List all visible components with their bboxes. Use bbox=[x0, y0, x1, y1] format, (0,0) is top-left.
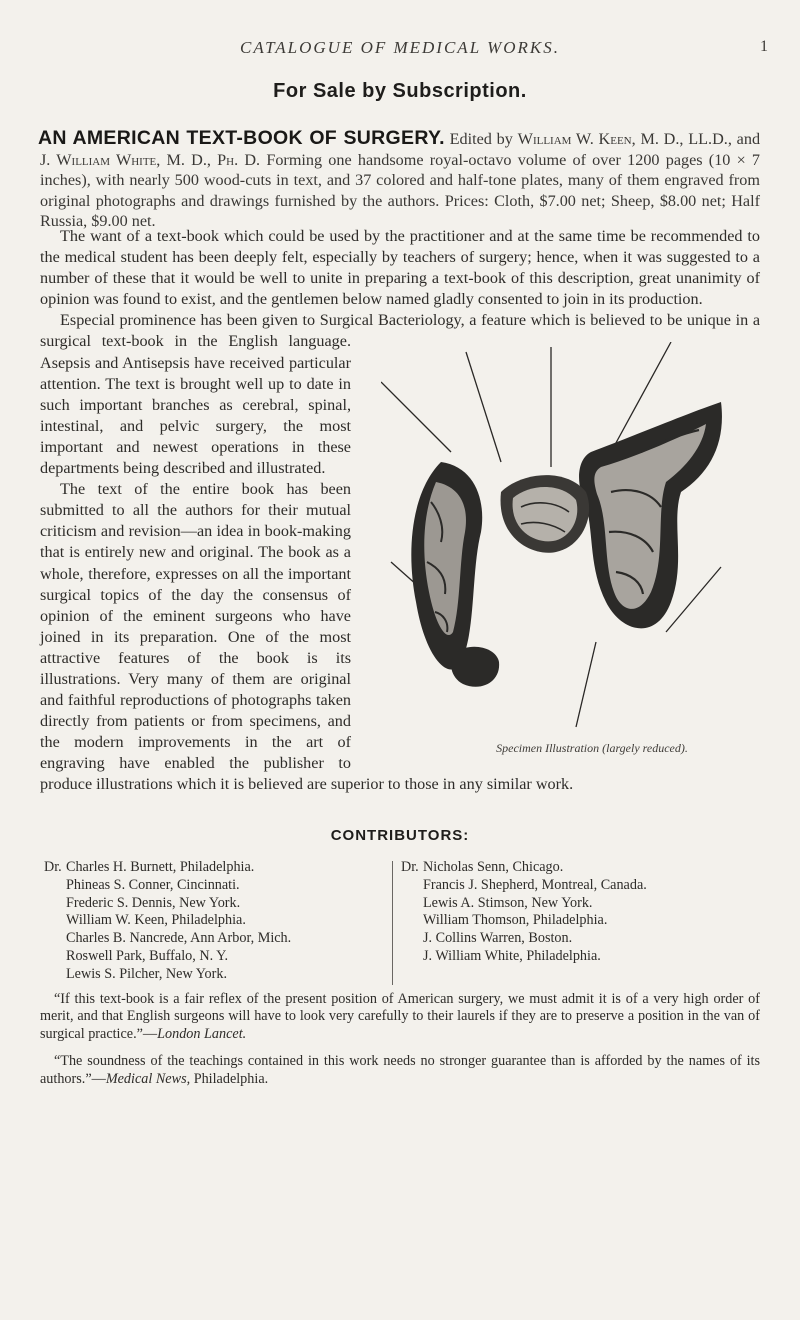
and-label: and bbox=[736, 130, 761, 148]
contributor-row: Roswell Park, Buffalo, N. Y. bbox=[66, 947, 229, 964]
press-quotes bbox=[40, 991, 760, 1098]
contributor-row: William W. Keen, Philadelphia. bbox=[66, 912, 246, 929]
description-para-3: The text of the entire book has been submitted to all the authors for their mutual criticism and revision—an idea in book-making that is entirely new and original. The book as a whole, therefore, expresses on all the important surgical topics of the day the consensus of opinion of the eminent surgeons who have joined in its preparation. One of the most attractive features of the book is its illustrations. Very many of them are original and faithful reproductions of photographs taken directly from patients or from specimens, and the modern improvements in the art of engraving have enabled the publisher to produce illustrations which it is believed are superior to those in any similar work. bbox=[40, 480, 574, 794]
editor-white: J. William White, M. D., Ph. D. bbox=[40, 150, 261, 169]
figure-caption bbox=[417, 738, 767, 759]
book-title: AN AMERICAN TEXT-BOOK OF SURGERY. bbox=[38, 127, 445, 149]
contributor-row bbox=[44, 859, 374, 877]
description-para-2: Especial prominence has been given to Surgical Bacteriology, a feature which is believed to be unique in a surgical text-book in the English language. Asepsis and Antisepsis have received particular attention. The text is brought well up to date in such important branches as cerebral, spinal, intestinal, and pelvic surgery, the most important and newest operations in these departments being described and illustrated. bbox=[40, 311, 760, 478]
contributor-name: Charles H. Burnett, Philadelphia. bbox=[66, 859, 255, 875]
contributor-row: Frederic S. Dennis, New York. bbox=[66, 894, 241, 911]
contributor-name: Nicholas Senn, Chicago. bbox=[423, 859, 564, 875]
contributors-heading: CONTRIBUTORS: bbox=[330, 827, 470, 844]
book-description bbox=[40, 226, 760, 796]
contributor-row: J. Collins Warren, Boston. bbox=[423, 930, 573, 947]
contributor-row: Lewis A. Stimson, New York. bbox=[423, 894, 593, 911]
dr-prefix: Dr. bbox=[44, 859, 62, 875]
book-entry bbox=[40, 128, 760, 232]
anatomy-figure-icon bbox=[381, 342, 751, 732]
contributors-right-column bbox=[401, 859, 771, 966]
caption-note: (largely reduced). bbox=[602, 741, 688, 756]
book-format: Forming one handsome royal-octavo volume of over 1200 pages (10 × 7 inches), with nearly 500 wood-cuts in text, and 37 colored and half-tone plates, many of them engraved from original photographs and drawings furnished by the authors. Prices: Cloth, $7.00 net; Sheep, $8.00 net; Half Russia, $9.00 net. bbox=[40, 150, 761, 230]
quote-source-city: Philadelphia. bbox=[190, 1070, 269, 1087]
quote-medical-news bbox=[40, 1053, 760, 1088]
contributors-left-column bbox=[44, 859, 374, 984]
edited-by-label: Edited by bbox=[449, 130, 513, 148]
contributor-row: Phineas S. Conner, Cincinnati. bbox=[66, 876, 240, 893]
contributor-row: Lewis S. Pilcher, New York. bbox=[66, 965, 228, 982]
quote-text: “The soundness of the teachings contained in this work needs no stronger guarantee than is afforded by the names of its authors.”— bbox=[40, 1053, 760, 1087]
contributor-row: William Thomson, Philadelphia. bbox=[423, 912, 608, 929]
quote-text: “If this text-book is a fair reflex of the present position of American surgery, we must admit it is of a very high order of merit, and that English surgeons will have to look very carefully to their laurels if they are to preserve a position in the van of surgical practice.”— bbox=[40, 991, 760, 1042]
contributor-row: Francis J. Shepherd, Montreal, Canada. bbox=[423, 876, 647, 893]
quote-source: London Lancet. bbox=[157, 1025, 247, 1042]
page-title: For Sale by Subscription. bbox=[273, 80, 527, 102]
description-para-1: The want of a text-book which could be used by the practitioner and at the same time be recommended to the medical student has been deeply felt, especially by teachers of surgery; hence, when it was suggested to a number of these that it would be well to unite in preparing a text-book of this description, great unanimity of opinion was found to exist, and the gentlemen below named gladly consented to join in its production. bbox=[40, 227, 760, 309]
dr-prefix: Dr. bbox=[401, 859, 419, 875]
quote-source: Medical News, bbox=[105, 1070, 191, 1087]
contributor-row: J. William White, Philadelphia. bbox=[423, 947, 601, 964]
page-number: 1 bbox=[760, 38, 768, 55]
running-head: CATALOGUE OF MEDICAL WORKS. bbox=[239, 38, 560, 57]
contributor-row: Charles B. Nancrede, Ann Arbor, Mich. bbox=[66, 930, 292, 947]
column-divider bbox=[392, 861, 393, 985]
caption-main: Specimen Illustration bbox=[496, 741, 600, 756]
contributor-row bbox=[401, 859, 771, 877]
specimen-illustration bbox=[361, 314, 766, 774]
editor-keen: William W. Keen, M. D., LL.D., bbox=[517, 130, 732, 148]
quote-lancet bbox=[40, 991, 760, 1043]
